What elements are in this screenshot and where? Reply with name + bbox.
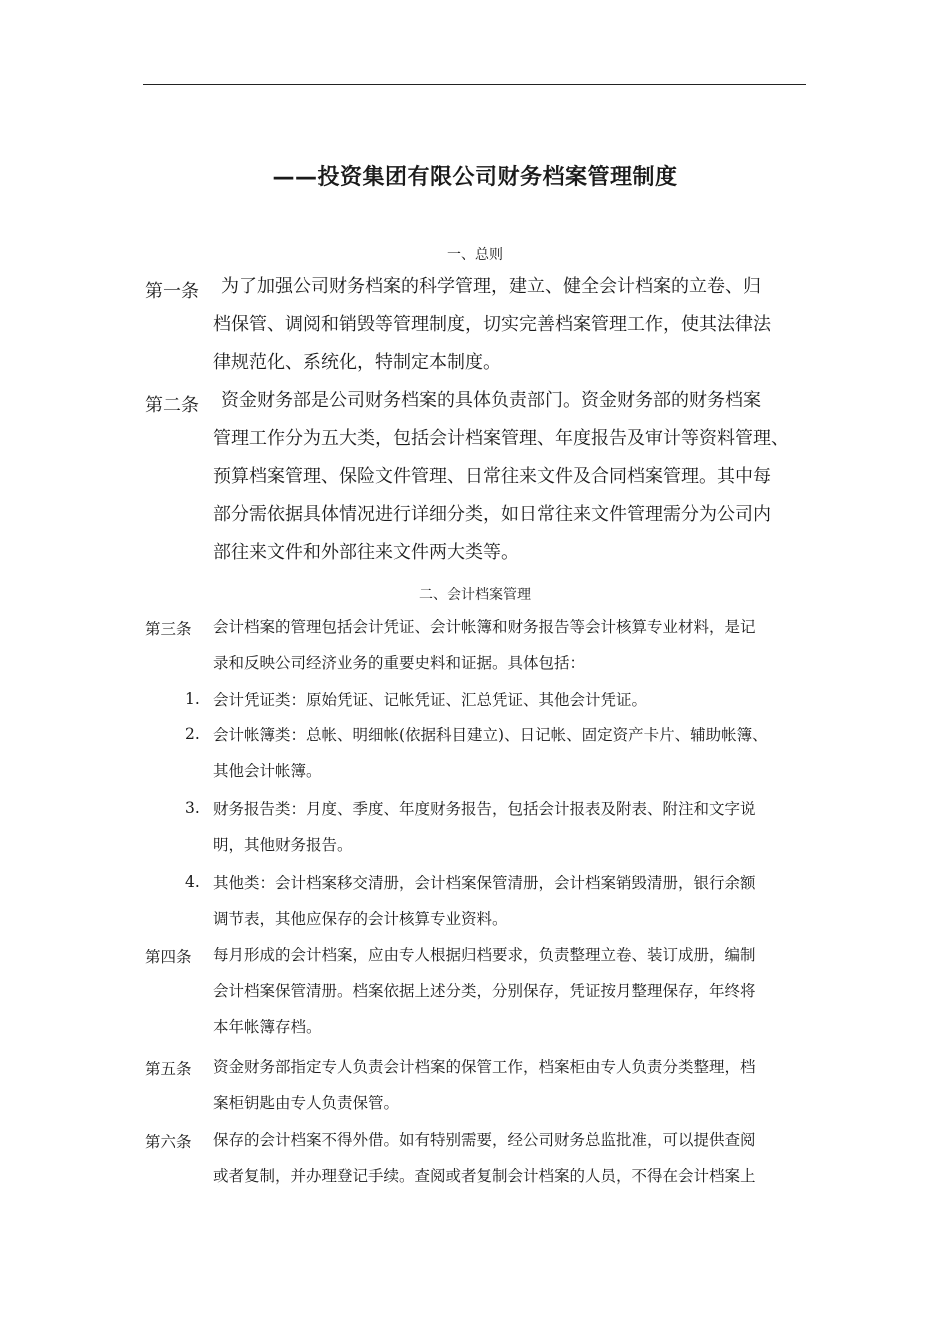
article-line: 部往来文件和外部往来文件两大类等。 — [213, 542, 519, 563]
list-item-line: 其他会计帐簿。 — [213, 762, 322, 780]
article-label: 第一条 — [145, 281, 199, 302]
article-line: 部分需依据具体情况进行详细分类，如日常往来文件管理需分为公司内 — [213, 504, 771, 525]
section-heading-accounting: 二、会计档案管理 — [419, 587, 531, 603]
article-line: 每月形成的会计档案，应由专人根据归档要求，负责整理立卷、装订成册，编制 — [213, 946, 756, 964]
list-item — [185, 690, 647, 726]
document-title: ——投资集团有限公司财务档案管理制度 — [272, 165, 678, 190]
article-line: 档保管、调阅和销毁等管理制度，切实完善档案管理工作，使其法律法 — [213, 314, 771, 335]
article-line: 资金财务部指定专人负责会计档案的保管工作，档案柜由专人负责分类整理，档 — [213, 1058, 756, 1076]
article-2 — [145, 391, 805, 581]
list-item-line: 会计帐簿类：总帐、明细帐(依据科目建立)、日记帐、固定资产卡片、辅助帐簿、 — [213, 726, 768, 744]
article-line: 会计档案保管清册。档案依据上述分类，分别保存，凭证按月整理保存，年终将 — [213, 982, 756, 1000]
section-heading-general: 一、总则 — [447, 247, 503, 263]
article-label: 第六条 — [145, 1133, 192, 1151]
article-line: 管理工作分为五大类，包括会计档案管理、年度报告及审计等资料管理、 — [213, 428, 789, 449]
article-3 — [145, 617, 805, 689]
article-line: 或者复制，并办理登记手续。查阅或者复制会计档案的人员，不得在会计档案上 — [213, 1167, 756, 1185]
article-line: 律规范化、系统化，特制定本制度。 — [213, 352, 501, 373]
article-label: 第四条 — [145, 948, 192, 966]
article-4 — [145, 945, 805, 1053]
article-1 — [145, 277, 805, 391]
list-item — [185, 799, 756, 871]
list-item-line: 调节表，其他应保存的会计核算专业资料。 — [213, 910, 508, 928]
article-5 — [145, 1057, 805, 1129]
article-label: 第五条 — [145, 1060, 192, 1078]
article-line: 本年帐簿存档。 — [213, 1018, 322, 1036]
list-item-number: 2. — [185, 725, 200, 743]
list-item — [185, 873, 756, 945]
article-line: 预算档案管理、保险文件管理、日常往来文件及合同档案管理。其中每 — [213, 466, 771, 487]
list-item-line: 财务报告类：月度、季度、年度财务报告，包括会计报表及附表、附注和文字说 — [213, 800, 756, 818]
article-line: 案柜钥匙由专人负责保管。 — [213, 1094, 400, 1112]
list-item-number: 3. — [185, 799, 200, 817]
article-line: 录和反映公司经济业务的重要史料和证据。具体包括： — [213, 654, 586, 672]
list-item — [185, 725, 768, 797]
article-label: 第三条 — [145, 620, 192, 638]
article-6 — [145, 1130, 805, 1202]
header-rule — [143, 84, 806, 85]
article-line: 保存的会计档案不得外借。如有特别需要，经公司财务总监批准，可以提供查阅 — [213, 1131, 756, 1149]
list-item-line: 其他类：会计档案移交清册，会计档案保管清册，会计档案销毁清册，银行余额 — [213, 874, 756, 892]
article-line: 资金财务部是公司财务档案的具体负责部门。资金财务部的财务档案 — [221, 390, 761, 411]
list-item-line: 会计凭证类：原始凭证、记帐凭证、汇总凭证、其他会计凭证。 — [213, 691, 648, 709]
list-item-number: 1. — [185, 690, 200, 708]
list-item-number: 4. — [185, 873, 200, 891]
article-line: 会计档案的管理包括会计凭证、会计帐簿和财务报告等会计核算专业材料，是记 — [213, 618, 756, 636]
article-line: 为了加强公司财务档案的科学管理，建立、健全会计档案的立卷、归 — [221, 276, 761, 297]
list-item-line: 明，其他财务报告。 — [213, 836, 353, 854]
article-label: 第二条 — [145, 395, 199, 416]
